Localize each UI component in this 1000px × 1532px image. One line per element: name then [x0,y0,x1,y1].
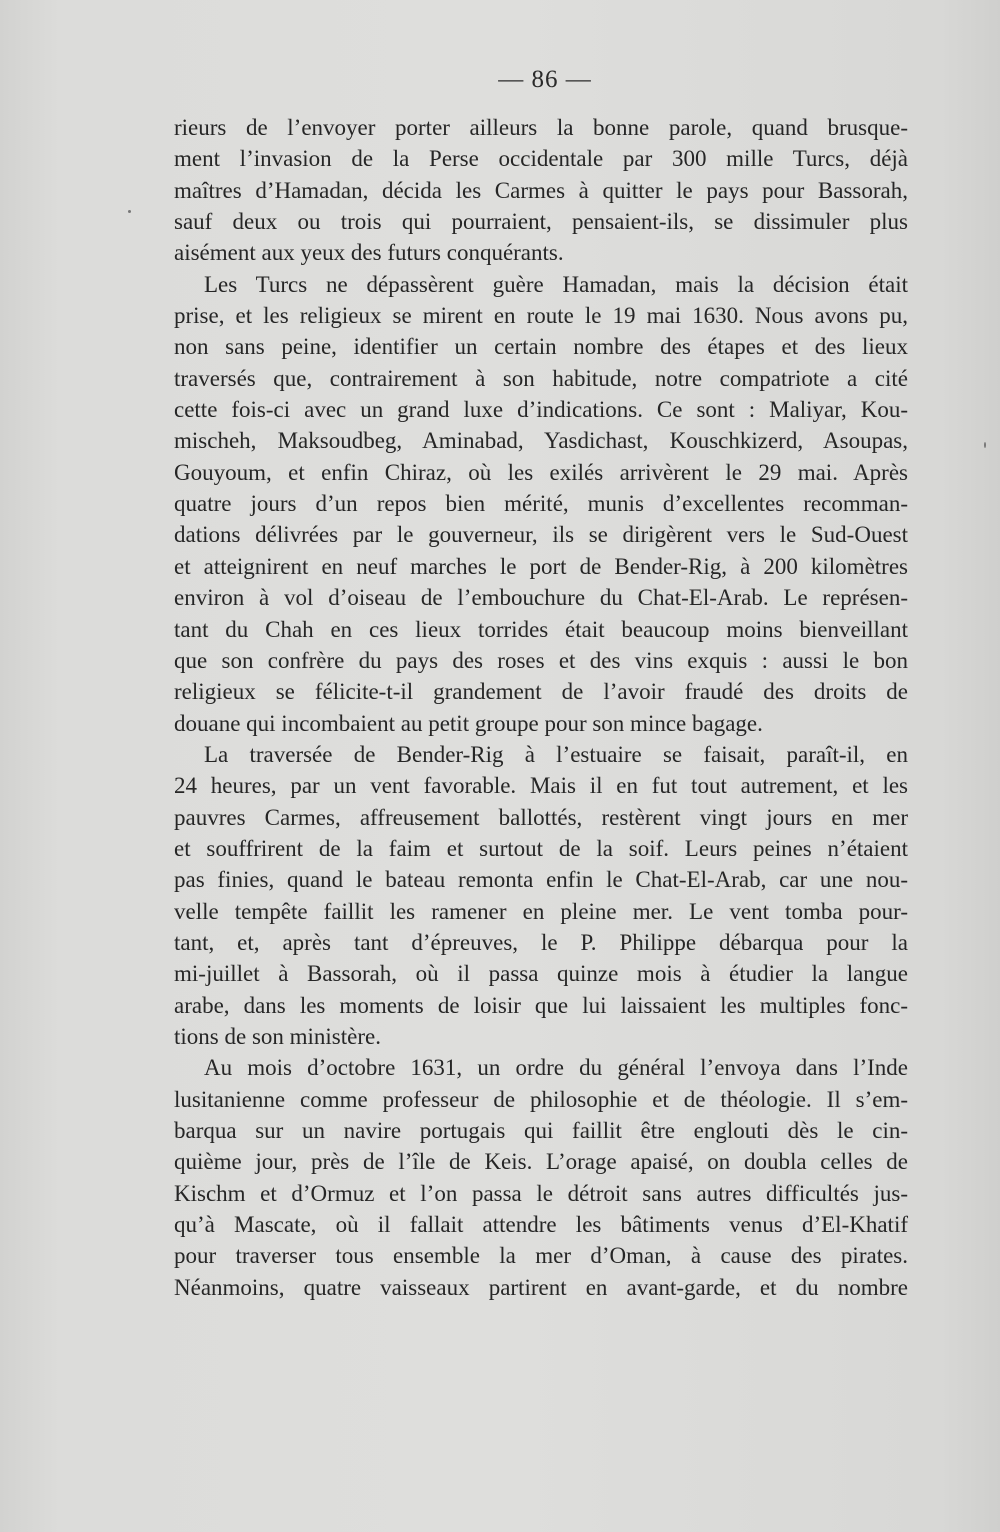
text-line: quième jour, près de l’île de Keis. L’orage apaisé, on doubla celles de [174,1149,908,1175]
text-line: lusitanienne comme professeur de philosophie et de théologie. Il s’em- [174,1086,908,1112]
text-line: barqua sur un navire portugais qui faillit être englouti dès le cin- [174,1118,908,1143]
text-line: douane qui incombaient au petit groupe pour son mince bagage. [174,710,763,736]
paper-speck [984,442,986,448]
text-line: maîtres d’Hamadan, décida les Carmes à quitter le pays pour Bassorah, [174,177,908,203]
text-line: mischeh, Maksoudbeg, Aminabad, Yasdichast, Kouschkizerd, Asoupas, [174,428,908,454]
text-line: Les Turcs ne dépassèrent guère Hamadan, mais la décision était [204,271,908,297]
body-text [174,112,908,1303]
text-line: sauf deux ou trois qui pourraient, pensaient-ils, se dissimuler plus [174,209,908,235]
text-line: Néanmoins, quatre vaisseaux partirent en avant-garde, et du nombre [174,1274,908,1300]
text-line: cette fois-ci avec un grand luxe d’indications. Ce sont : Maliyar, Kou- [174,397,908,423]
text-line: tions de son ministère. [174,1023,381,1049]
text-line: religieux se félicite-t-il grandement de l’avoir fraudé des droits de [174,679,908,705]
text-line: traversés que, contrairement à son habitude, notre compatriote a cité [174,365,908,391]
text-line: Au mois d’octobre 1631, un ordre du général l’envoya dans l’Inde [204,1055,908,1081]
text-line: pas finies, quand le bateau remonta enfin le Chat-El-Arab, car une nou- [174,867,908,893]
text-line: arabe, dans les moments de loisir que lui laissaient les multiples fonc- [174,992,908,1018]
text-line: ment l’invasion de la Perse occidentale par 300 mille Turcs, déjà [174,146,908,172]
text-line: environ à vol d’oiseau de l’embouchure du Chat-El-Arab. Le représen- [174,585,908,611]
text-line: tant, et, après tant d’épreuves, le P. Philippe débarqua pour la [174,929,908,955]
text-line: aisément aux yeux des futurs conquérants. [174,240,564,266]
text-line: qu’à Mascate, où il fallait attendre les bâtiments venus d’El-Khatif [174,1212,908,1238]
text-line: dations délivrées par le gouverneur, ils se dirigèrent vers le Sud-Ouest [174,522,908,548]
text-line: pauvres Carmes, affreusement ballottés, restèrent vingt jours en mer [174,804,908,830]
text-line: et souffrirent de la faim et surtout de la soif. Leurs peines n’étaient [174,835,908,861]
text-line: La traversée de Bender-Rig à l’estuaire se faisait, paraît-il, en [204,741,908,767]
text-line: mi-juillet à Bassorah, où il passa quinze mois à étudier la langue [174,961,908,987]
text-line: Gouyoum, et enfin Chiraz, où les exilés arrivèrent le 29 mai. Après [174,459,908,485]
text-line: 24 heures, par un vent favorable. Mais il en fut tout autrement, et les [174,773,908,799]
text-line: pour traverser tous ensemble la mer d’Oman, à cause des pirates. [174,1243,908,1269]
text-line: rieurs de l’envoyer porter ailleurs la bonne parole, quand brusque- [174,115,908,140]
text-line: non sans peine, identifier un certain nombre des étapes et des lieux [174,334,908,360]
text-line: velle tempête faillit les ramener en pleine mer. Le vent tomba pour- [174,898,908,924]
text-line: prise, et les religieux se mirent en route le 19 mai 1630. Nous avons pu, [174,303,908,329]
text-line: quatre jours d’un repos bien mérité, munis d’excellentes recomman- [174,491,908,517]
paper-speck [128,210,131,213]
text-line: tant du Chah en ces lieux torrides était beaucoup moins bienveillant [174,616,908,642]
text-line: que son confrère du pays des roses et des vins exquis : aussi le bon [174,647,908,673]
text-line: et atteignirent en neuf marches le port de Bender-Rig, à 200 kilomètres [174,553,908,579]
text-line: Kischm et d’Ormuz et l’on passa le détroit sans autres difficultés jus- [174,1180,908,1206]
page-number: — 86 — [498,66,592,93]
